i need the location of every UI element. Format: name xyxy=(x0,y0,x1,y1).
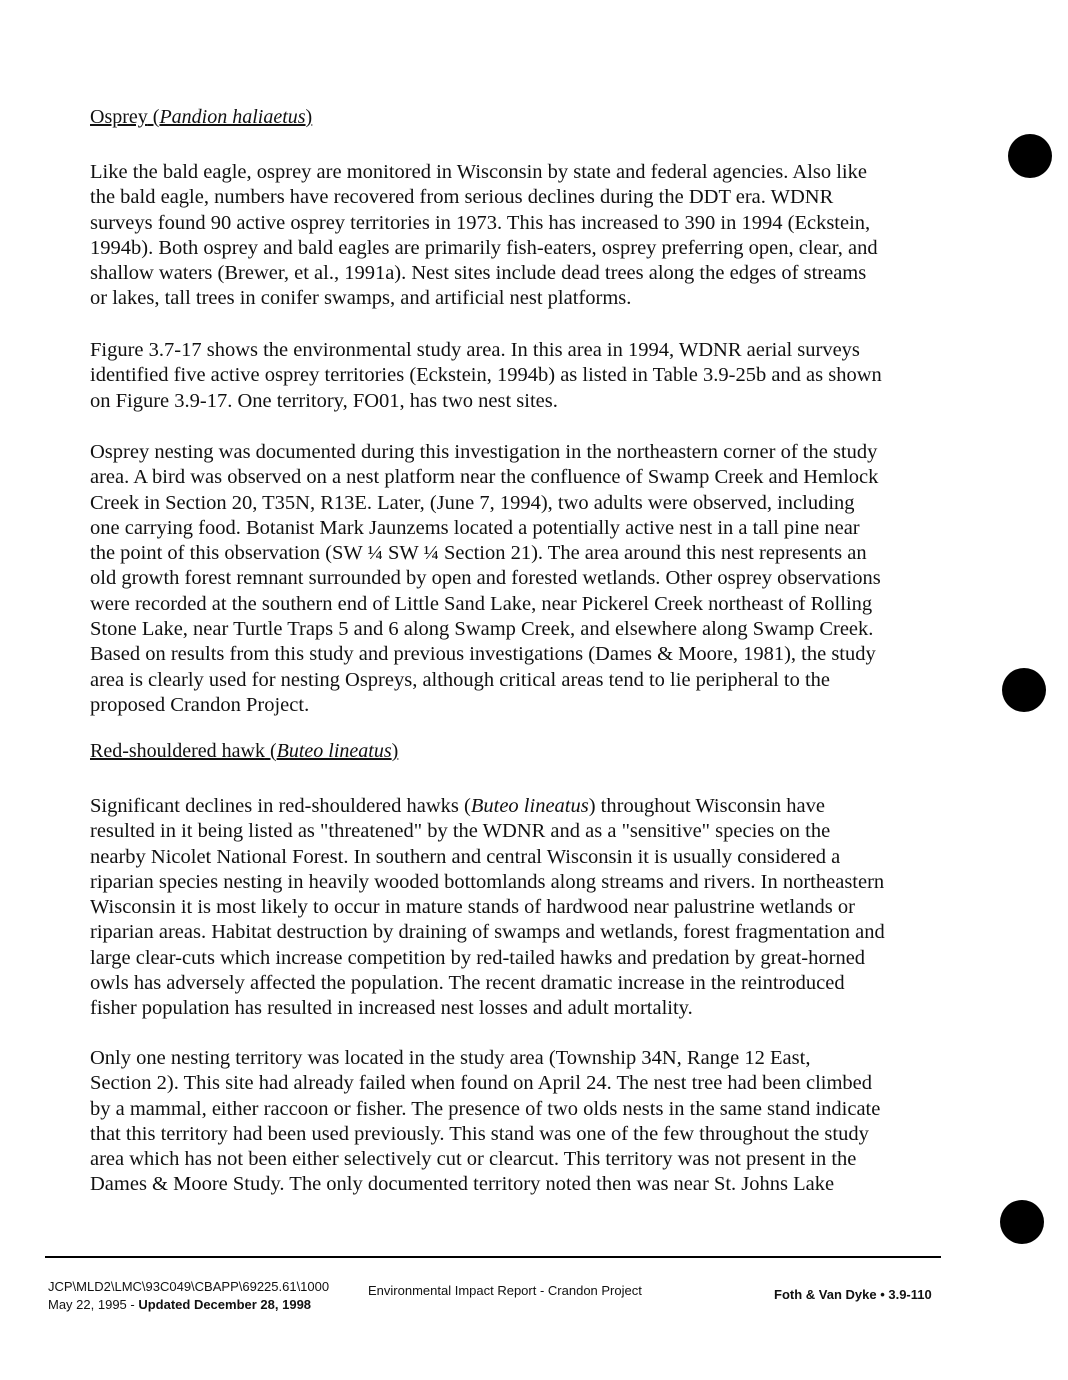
heading-scientific-name: Buteo lineatus xyxy=(276,740,392,762)
footer-company-page: Foth & Van Dyke • 3.9-110 xyxy=(774,1287,932,1302)
paragraph xyxy=(90,160,916,312)
paragraph xyxy=(90,1046,916,1198)
text-line: Only one nesting territory was located in the study area (Township 34N, Range 12 East, xyxy=(90,1047,811,1069)
heading-scientific-name: Pandion haliaetus xyxy=(159,106,306,128)
text-line: Creek in Section 20, T35N, R13E. Later, (June 7, 1994), two adults were observed, including xyxy=(90,491,855,514)
text-line: area is clearly used for nesting Ospreys, although critical areas tend to lie peripheral to the xyxy=(90,668,831,691)
text-line: by a mammal, either raccoon or fisher. The presence of two olds nests in the same stand indicate xyxy=(90,1097,881,1120)
text-line: or lakes, tall trees in conifer swamps, and artificial nest platforms. xyxy=(90,287,632,310)
text-line: riparian species nesting in heavily wooded bottomlands along streams and rivers. In northeastern xyxy=(90,870,885,893)
punch-hole-mark xyxy=(1000,1200,1044,1244)
text-line: Osprey nesting was documented during this investigation in the northeastern corner of the study xyxy=(90,441,878,463)
punch-hole-mark xyxy=(1008,134,1052,178)
text-line: Like the bald eagle, osprey are monitored in Wisconsin by state and federal agencies. Also like xyxy=(90,161,867,183)
paragraph xyxy=(90,440,916,718)
text-line: resulted in it being listed as "threatened" by the WDNR and as a "sensitive" species on the xyxy=(90,820,831,843)
footer-file-path: JCP\MLD2\LMC\93C049\CBAPP\69225.61\1000 xyxy=(48,1279,330,1294)
text-line: were recorded at the southern end of Little Sand Lake, near Pickerel Creek northeast of Rolling xyxy=(90,592,873,615)
text-line: the bald eagle, numbers have recovered from serious declines during the DDT era. WDNR xyxy=(90,186,834,209)
paragraph xyxy=(90,338,916,414)
paragraph xyxy=(90,794,916,1022)
text-line: on Figure 3.9-17. One territory, FO01, has two nest sites. xyxy=(90,389,558,412)
text-line: the point of this observation (SW ¼ SW ¼ Section 21). The area around this nest represents an xyxy=(90,542,867,565)
footer-date xyxy=(48,1296,311,1313)
text-line: riparian areas. Habitat destruction by draining of swamps and wetlands, forest fragmentation and xyxy=(90,921,885,944)
section-heading-osprey: Osprey (Pandion haliaetus) xyxy=(90,106,313,128)
scientific-name-inline: Buteo lineatus xyxy=(470,795,589,817)
text-line: Section 2). This site had already failed when found on April 24. The nest tree had been climbed xyxy=(90,1072,873,1095)
footer-report-title: Environmental Impact Report - Crandon Project xyxy=(368,1283,642,1298)
text-line: 1994b). Both osprey and bald eagles are primarily fish-eaters, osprey preferring open, clear, and xyxy=(90,236,878,259)
text-line: owls has adversely affected the population. The recent dramatic increase in the reintroduced xyxy=(90,972,845,995)
text-line: nearby Nicolet National Forest. In southern and central Wisconsin it is usually considered a xyxy=(90,845,841,868)
text-line: one carrying food. Botanist Mark Jaunzems located a potentially active nest in a tall pine near xyxy=(90,516,860,539)
text-line: area. A bird was observed on a nest platform near the confluence of Swamp Creek and Hemlock xyxy=(90,466,879,489)
punch-hole-mark xyxy=(1002,668,1046,712)
text-line: shallow waters (Brewer, et al., 1991a). Nest sites include dead trees along the edges of streams xyxy=(90,262,867,285)
text-line: old growth forest remnant surrounded by open and forested wetlands. Other osprey observations xyxy=(90,567,881,590)
heading-common-name: Osprey xyxy=(90,106,148,128)
text-line: Stone Lake, near Turtle Traps 5 and 6 along Swamp Creek, and elsewhere along Swamp Creek. xyxy=(90,618,874,641)
footer-rule xyxy=(45,1256,941,1258)
text-line: Wisconsin it is most likely to occur in mature stands of hardwood near palustrine wetlands or xyxy=(90,896,855,919)
text-line: that this territory had been used previously. This stand was one of the few throughout the study xyxy=(90,1122,869,1145)
text-line: Dames & Moore Study. The only documented territory noted then was near St. Johns Lake xyxy=(90,1173,835,1196)
text-line: surveys found 90 active osprey territories in 1973. This has increased to 390 in 1994 (Eckstein, xyxy=(90,211,871,234)
section-heading-red-shouldered-hawk: Red-shouldered hawk (Buteo lineatus) xyxy=(90,740,399,762)
footer-date-original: May 22, 1995 - xyxy=(48,1297,139,1312)
footer-date-updated: Updated December 28, 1998 xyxy=(138,1297,312,1312)
text-line: large clear-cuts which increase competition by red-tailed hawks and predation by great-horned xyxy=(90,946,866,969)
text-line: identified five active osprey territories (Eckstein, 1994b) as listed in Table 3.9-25b and as shown xyxy=(90,364,882,387)
text-line: Based on results from this study and previous investigations (Dames & Moore, 1981), the study xyxy=(90,643,876,666)
text-line: area which has not been either selectively cut or clearcut. This territory was not present in the xyxy=(90,1148,857,1171)
text-line: fisher population has resulted in increased nest losses and adult mortality. xyxy=(90,997,693,1020)
heading-common-name: Red-shouldered hawk xyxy=(90,740,265,762)
text-line: Figure 3.7-17 shows the environmental study area. In this area in 1994, WDNR aerial surveys xyxy=(90,339,860,361)
text-line: proposed Crandon Project. xyxy=(90,693,310,716)
text-line: Significant declines in red-shouldered hawks (Buteo lineatus) throughout Wisconsin have xyxy=(90,795,825,817)
